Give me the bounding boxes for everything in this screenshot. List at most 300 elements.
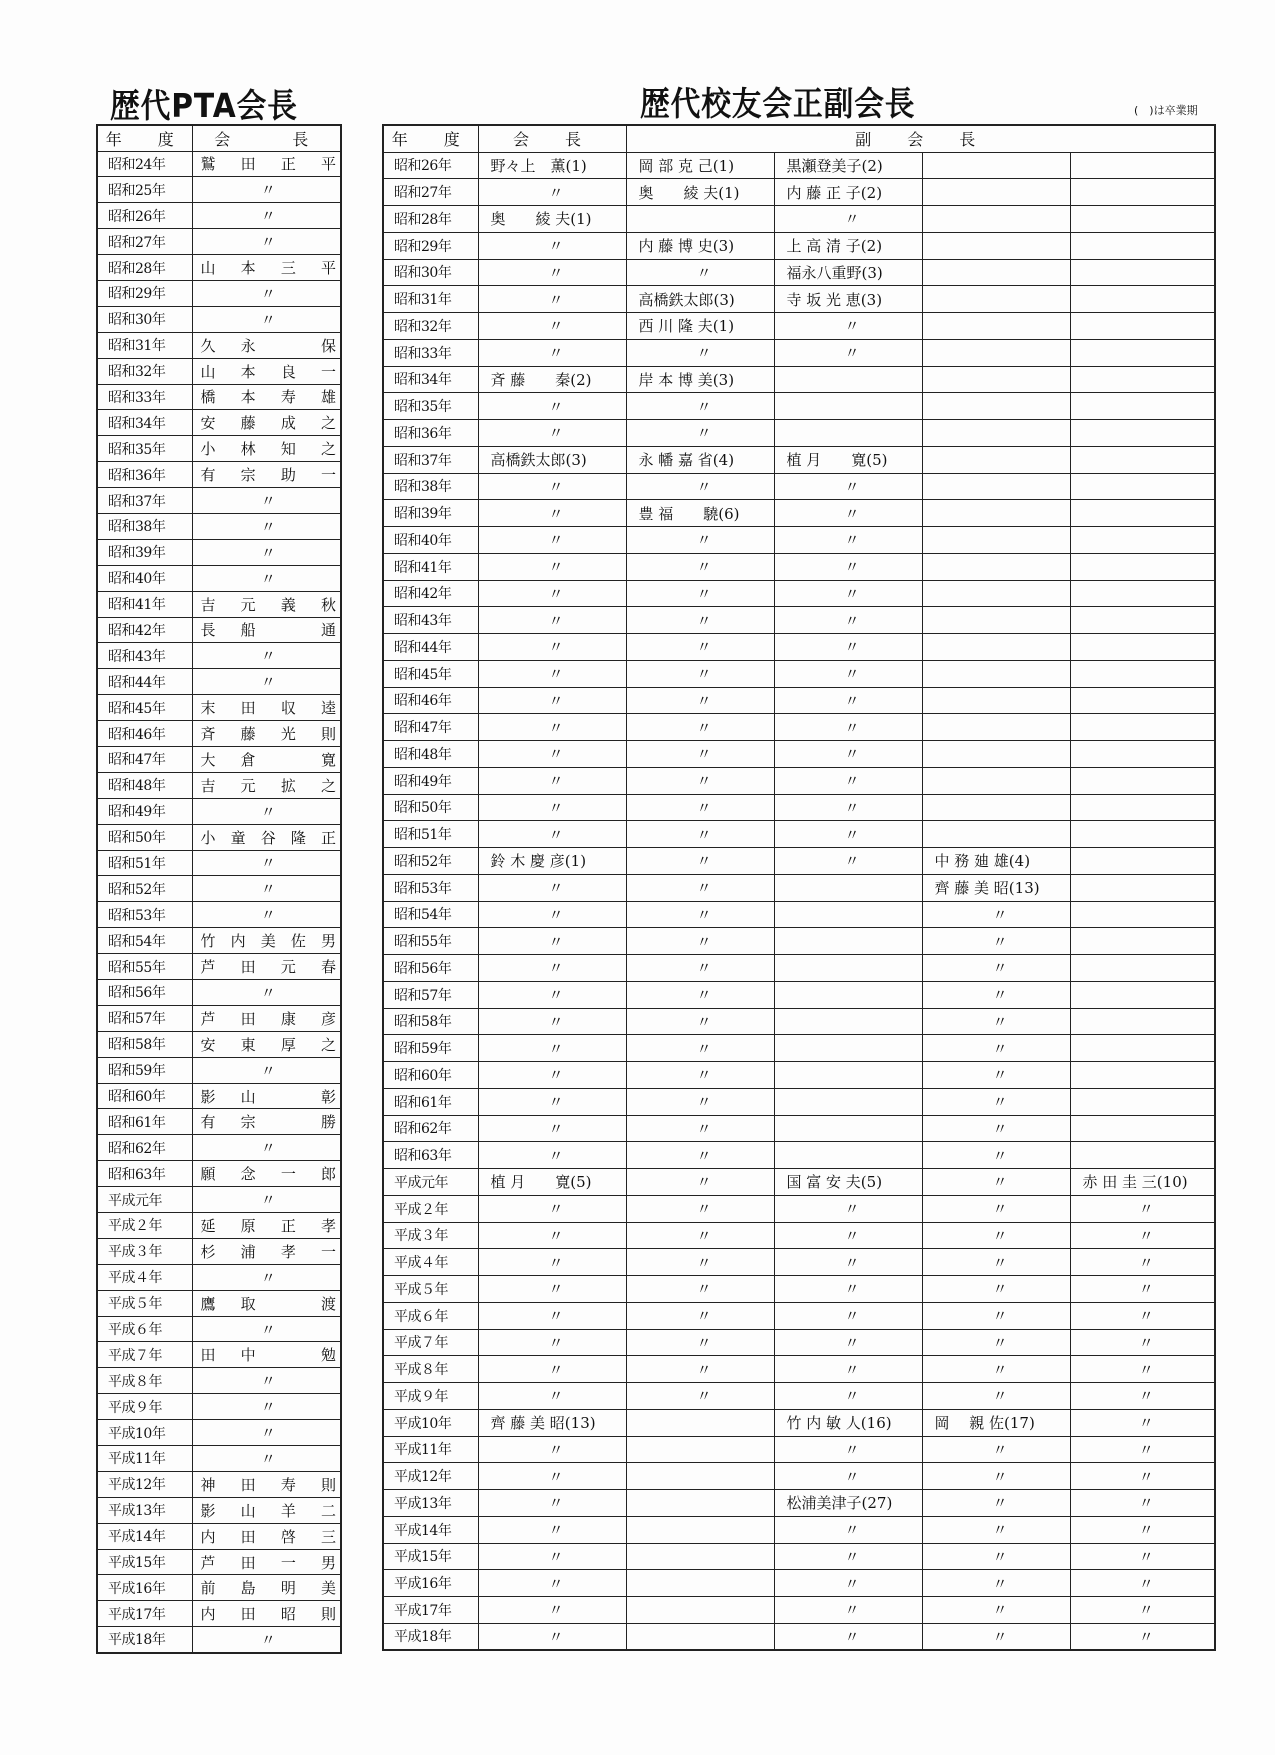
year-cell: 平成８年 [97, 1368, 192, 1394]
vice-president-cell-2 [774, 1088, 922, 1115]
president-cell: 〃 [478, 339, 626, 366]
table-row [97, 436, 341, 462]
president-cell: 山 本 三 平 [192, 255, 341, 281]
table-row [97, 384, 341, 410]
vice-president-cell-4: 〃 [1070, 1356, 1215, 1383]
table-row [97, 255, 341, 281]
president-cell: 〃 [192, 1627, 341, 1653]
table-row [383, 580, 1215, 607]
table-row [383, 1222, 1215, 1249]
vice-president-cell-4 [1070, 393, 1215, 420]
vice-president-cell-3 [922, 206, 1070, 233]
table-row [97, 721, 341, 747]
vice-president-cell-1 [626, 206, 774, 233]
vice-president-cell-4: 〃 [1070, 1570, 1215, 1597]
vice-president-cell-2 [774, 928, 922, 955]
year-cell: 平成８年 [383, 1356, 478, 1383]
table-row [97, 1161, 341, 1187]
vice-president-cell-3: 岡 親 佐(17) [922, 1409, 1070, 1436]
table-row [97, 643, 341, 669]
vice-president-cell-4 [1070, 660, 1215, 687]
president-cell: 〃 [478, 1490, 626, 1517]
president-cell: 〃 [478, 821, 626, 848]
year-cell: 平成２年 [97, 1213, 192, 1239]
president-cell: 〃 [192, 306, 341, 332]
vice-president-cell-1: 〃 [626, 1195, 774, 1222]
vice-president-cell-3: 〃 [922, 1088, 1070, 1115]
table-row [383, 1463, 1215, 1490]
year-cell: 昭和39年 [383, 500, 478, 527]
vice-president-cell-3 [922, 821, 1070, 848]
president-cell: 〃 [192, 1316, 341, 1342]
president-cell: 〃 [478, 1008, 626, 1035]
president-cell: 〃 [478, 1463, 626, 1490]
vice-president-cell-1: 〃 [626, 767, 774, 794]
year-cell: 昭和52年 [97, 876, 192, 902]
table-row [97, 488, 341, 514]
year-cell: 平成15年 [97, 1549, 192, 1575]
vice-president-cell-3 [922, 634, 1070, 661]
vice-president-cell-3: 〃 [922, 1222, 1070, 1249]
alumni-title: 歴代校友会正副会長 [640, 84, 916, 123]
vice-president-cell-3: 〃 [922, 1597, 1070, 1624]
vice-president-cell-2 [774, 1115, 922, 1142]
vice-president-cell-1: 〃 [626, 660, 774, 687]
vice-president-cell-1: 〃 [626, 1222, 774, 1249]
vice-president-cell-4: 〃 [1070, 1597, 1215, 1624]
table-row [383, 500, 1215, 527]
vice-president-cell-1 [626, 1543, 774, 1570]
year-cell: 昭和30年 [97, 306, 192, 332]
vice-president-cell-3: 〃 [922, 1169, 1070, 1196]
table-row [383, 179, 1215, 206]
vice-president-cell-1: 岡 部 克 己(1) [626, 152, 774, 179]
year-cell: 平成２年 [383, 1195, 478, 1222]
year-cell: 昭和40年 [97, 565, 192, 591]
year-cell: 昭和57年 [97, 1005, 192, 1031]
year-cell: 平成18年 [383, 1623, 478, 1650]
table-row [383, 1356, 1215, 1383]
year-cell: 昭和28年 [383, 206, 478, 233]
president-cell: 〃 [478, 500, 626, 527]
table-row [97, 1523, 341, 1549]
year-cell: 昭和26年 [383, 152, 478, 179]
year-cell: 昭和59年 [383, 1035, 478, 1062]
vice-president-cell-1: 〃 [626, 553, 774, 580]
vice-president-cell-1 [626, 1436, 774, 1463]
table-row [97, 928, 341, 954]
vice-president-cell-4: 〃 [1070, 1249, 1215, 1276]
president-cell: 高橋鉄太郎(3) [478, 446, 626, 473]
vice-president-cell-1 [626, 1623, 774, 1650]
vice-president-cell-2: 〃 [774, 313, 922, 340]
table-row [97, 539, 341, 565]
vice-president-cell-3 [922, 580, 1070, 607]
table-row [97, 1549, 341, 1575]
table-row [383, 1195, 1215, 1222]
table-row [97, 772, 341, 798]
year-cell: 昭和63年 [97, 1161, 192, 1187]
table-row [383, 446, 1215, 473]
vice-president-cell-3: 〃 [922, 1356, 1070, 1383]
table-row [383, 339, 1215, 366]
vice-president-cell-3: 〃 [922, 1302, 1070, 1329]
president-cell: 〃 [478, 473, 626, 500]
year-cell: 昭和44年 [97, 669, 192, 695]
vice-president-cell-2: 〃 [774, 473, 922, 500]
president-cell: 〃 [192, 902, 341, 928]
table-row [97, 1031, 341, 1057]
vice-president-cell-4 [1070, 901, 1215, 928]
vice-president-cell-2 [774, 1008, 922, 1035]
vice-president-cell-4 [1070, 767, 1215, 794]
table-row [383, 901, 1215, 928]
president-cell: 前 島 明 美 [192, 1575, 341, 1601]
vice-president-cell-1: 奥 綾 夫(1) [626, 179, 774, 206]
president-cell: 〃 [478, 179, 626, 206]
year-cell: 昭和57年 [383, 981, 478, 1008]
vice-president-cell-2: 〃 [774, 794, 922, 821]
president-cell: 〃 [478, 1088, 626, 1115]
table-row [97, 1497, 341, 1523]
table-row [383, 1142, 1215, 1169]
vice-president-cell-1: 岸 本 博 美(3) [626, 366, 774, 393]
president-cell: 久 永 保 [192, 332, 341, 358]
year-cell: 平成９年 [97, 1394, 192, 1420]
year-cell: 平成17年 [383, 1597, 478, 1624]
vice-president-cell-4 [1070, 232, 1215, 259]
president-cell: 〃 [478, 1436, 626, 1463]
year-cell: 昭和28年 [97, 255, 192, 281]
table-row [97, 1213, 341, 1239]
vice-president-cell-1: 〃 [626, 1142, 774, 1169]
president-cell: 吉 元 拡 之 [192, 772, 341, 798]
year-cell: 平成11年 [97, 1446, 192, 1472]
vice-president-cell-2 [774, 955, 922, 982]
vice-president-cell-4: 〃 [1070, 1623, 1215, 1650]
vice-president-cell-3 [922, 553, 1070, 580]
year-cell: 平成16年 [97, 1575, 192, 1601]
vice-president-cell-1: 〃 [626, 1008, 774, 1035]
president-cell: 〃 [478, 1302, 626, 1329]
vice-president-cell-1: 〃 [626, 714, 774, 741]
year-cell: 平成11年 [383, 1436, 478, 1463]
vice-president-cell-4 [1070, 874, 1215, 901]
president-cell: 〃 [478, 660, 626, 687]
table-row [97, 1446, 341, 1472]
table-row [383, 1276, 1215, 1303]
vice-president-cell-2 [774, 901, 922, 928]
table-row [97, 980, 341, 1006]
vice-president-cell-2 [774, 1035, 922, 1062]
table-row [383, 1597, 1215, 1624]
president-cell: 小 童 谷 隆 正 [192, 824, 341, 850]
vice-president-cell-3: 〃 [922, 1570, 1070, 1597]
table-row [383, 1088, 1215, 1115]
vice-president-cell-2: 〃 [774, 634, 922, 661]
year-cell: 昭和40年 [383, 527, 478, 554]
table-row [383, 1249, 1215, 1276]
year-cell: 平成10年 [97, 1420, 192, 1446]
table-row [383, 1490, 1215, 1517]
vice-president-cell-4: 赤 田 圭 三(10) [1070, 1169, 1215, 1196]
year-cell: 平成13年 [97, 1497, 192, 1523]
year-cell: 平成６年 [383, 1302, 478, 1329]
vice-president-cell-4: 〃 [1070, 1302, 1215, 1329]
vice-president-cell-4 [1070, 955, 1215, 982]
vice-president-cell-2: 〃 [774, 1195, 922, 1222]
year-cell: 昭和39年 [97, 539, 192, 565]
vice-president-cell-4 [1070, 1142, 1215, 1169]
table-row [383, 955, 1215, 982]
vice-president-cell-3 [922, 527, 1070, 554]
vice-president-cell-4 [1070, 634, 1215, 661]
header-year: 年 度 [97, 125, 192, 151]
table-row [97, 203, 341, 229]
table-row [383, 259, 1215, 286]
president-cell: 〃 [478, 901, 626, 928]
vice-president-cell-3 [922, 660, 1070, 687]
table-row [383, 660, 1215, 687]
year-cell: 平成元年 [97, 1187, 192, 1213]
vice-president-cell-1: 〃 [626, 1062, 774, 1089]
year-cell: 昭和31年 [97, 332, 192, 358]
year-cell: 昭和56年 [383, 955, 478, 982]
president-cell: 奥 綾 夫(1) [478, 206, 626, 233]
table-row [97, 1575, 341, 1601]
year-cell: 昭和42年 [97, 617, 192, 643]
vice-president-cell-2: 黒瀬登美子(2) [774, 152, 922, 179]
vice-president-cell-2 [774, 420, 922, 447]
year-cell: 昭和37年 [383, 446, 478, 473]
vice-president-cell-2: 内 藤 正 子(2) [774, 179, 922, 206]
vice-president-cell-1 [626, 1516, 774, 1543]
president-cell: 〃 [478, 1276, 626, 1303]
president-cell: 齊 藤 美 昭(13) [478, 1409, 626, 1436]
vice-president-cell-3 [922, 393, 1070, 420]
year-cell: 昭和49年 [97, 798, 192, 824]
vice-president-cell-4 [1070, 821, 1215, 848]
year-cell: 昭和58年 [97, 1031, 192, 1057]
table-row [383, 741, 1215, 768]
table-row [383, 1035, 1215, 1062]
table-row [97, 1057, 341, 1083]
president-cell: 〃 [478, 527, 626, 554]
table-row [383, 794, 1215, 821]
vice-president-cell-4 [1070, 446, 1215, 473]
table-row [97, 902, 341, 928]
graduation-note: ( )は卒業期 [1134, 104, 1198, 117]
president-cell: 内 田 昭 則 [192, 1601, 341, 1627]
year-cell: 昭和45年 [383, 660, 478, 687]
vice-president-cell-4 [1070, 794, 1215, 821]
president-cell: 鷲 田 正 平 [192, 151, 341, 177]
vice-president-cell-3: 〃 [922, 1142, 1070, 1169]
table-row [383, 1329, 1215, 1356]
year-cell: 平成18年 [97, 1627, 192, 1653]
vice-president-cell-2: 〃 [774, 206, 922, 233]
president-cell: 鷹 取 渡 [192, 1290, 341, 1316]
header-year: 年 度 [383, 125, 478, 152]
vice-president-cell-2: 〃 [774, 741, 922, 768]
table-row [97, 1601, 341, 1627]
president-cell: 〃 [478, 1543, 626, 1570]
table-row [97, 1238, 341, 1264]
table-row [97, 591, 341, 617]
vice-president-cell-4 [1070, 473, 1215, 500]
president-cell: 斉 藤 光 則 [192, 721, 341, 747]
table-row [383, 848, 1215, 875]
president-cell: 〃 [192, 565, 341, 591]
vice-president-cell-2 [774, 1142, 922, 1169]
vice-president-cell-4: 〃 [1070, 1329, 1215, 1356]
table-row [383, 1436, 1215, 1463]
year-cell: 昭和41年 [97, 591, 192, 617]
year-cell: 平成３年 [383, 1222, 478, 1249]
year-cell: 昭和45年 [97, 695, 192, 721]
year-cell: 平成12年 [97, 1471, 192, 1497]
table-row [383, 232, 1215, 259]
president-cell: 末 田 収 逵 [192, 695, 341, 721]
year-cell: 平成５年 [97, 1290, 192, 1316]
vice-president-cell-3: 〃 [922, 1035, 1070, 1062]
vice-president-cell-3 [922, 687, 1070, 714]
table-row [97, 954, 341, 980]
president-cell: 〃 [478, 1356, 626, 1383]
header-president: 会 長 [478, 125, 626, 152]
vice-president-cell-4: 〃 [1070, 1543, 1215, 1570]
table-row [383, 1008, 1215, 1035]
year-cell: 昭和34年 [383, 366, 478, 393]
table-row [97, 358, 341, 384]
president-cell: 〃 [478, 420, 626, 447]
table-row [97, 798, 341, 824]
year-cell: 平成６年 [97, 1316, 192, 1342]
president-cell: 〃 [478, 1623, 626, 1650]
year-cell: 昭和61年 [383, 1088, 478, 1115]
table-row [383, 1409, 1215, 1436]
year-cell: 昭和48年 [97, 772, 192, 798]
table-row [97, 513, 341, 539]
vice-president-cell-4 [1070, 339, 1215, 366]
vice-president-cell-3 [922, 607, 1070, 634]
vice-president-cell-2: 〃 [774, 1597, 922, 1624]
year-cell: 昭和54年 [383, 901, 478, 928]
year-cell: 平成13年 [383, 1490, 478, 1517]
president-cell: 〃 [192, 1264, 341, 1290]
table-row [97, 306, 341, 332]
year-cell: 昭和53年 [97, 902, 192, 928]
table-row [383, 527, 1215, 554]
year-cell: 昭和52年 [383, 848, 478, 875]
year-cell: 昭和37年 [97, 488, 192, 514]
header-president: 会 長 [192, 125, 341, 151]
year-cell: 昭和63年 [383, 1142, 478, 1169]
vice-president-cell-4: 〃 [1070, 1195, 1215, 1222]
vice-president-cell-3 [922, 339, 1070, 366]
vice-president-cell-4: 〃 [1070, 1409, 1215, 1436]
vice-president-cell-1: 永 幡 嘉 省(4) [626, 446, 774, 473]
president-cell: 野々上 薫(1) [478, 152, 626, 179]
vice-president-cell-1: 〃 [626, 1329, 774, 1356]
table-row [383, 553, 1215, 580]
vice-president-cell-3: 〃 [922, 981, 1070, 1008]
vice-president-cell-1 [626, 1463, 774, 1490]
table-row [97, 1394, 341, 1420]
president-cell: 田 中 勉 [192, 1342, 341, 1368]
president-cell: 有 宗 勝 [192, 1109, 341, 1135]
vice-president-cell-1: 〃 [626, 1276, 774, 1303]
vice-president-cell-4 [1070, 714, 1215, 741]
table-row [97, 280, 341, 306]
vice-president-cell-4: 〃 [1070, 1516, 1215, 1543]
vice-president-cell-2: 〃 [774, 1276, 922, 1303]
vice-president-cell-4 [1070, 848, 1215, 875]
vice-president-cell-4: 〃 [1070, 1383, 1215, 1410]
vice-president-cell-2: 〃 [774, 821, 922, 848]
table-row [97, 824, 341, 850]
table-row [383, 1302, 1215, 1329]
vice-president-cell-3 [922, 313, 1070, 340]
vice-president-cell-4: 〃 [1070, 1222, 1215, 1249]
president-cell: 吉 元 義 秋 [192, 591, 341, 617]
year-cell: 平成４年 [97, 1264, 192, 1290]
vice-president-cell-4: 〃 [1070, 1490, 1215, 1517]
president-cell: 〃 [478, 313, 626, 340]
year-cell: 昭和34年 [97, 410, 192, 436]
president-cell: 〃 [192, 177, 341, 203]
vice-president-cell-2: 竹 内 敏 人(16) [774, 1409, 922, 1436]
president-cell: 〃 [478, 928, 626, 955]
table-row [383, 1062, 1215, 1089]
year-cell: 昭和51年 [97, 850, 192, 876]
year-cell: 平成12年 [383, 1463, 478, 1490]
president-cell: 斉 藤 秦(2) [478, 366, 626, 393]
vice-president-cell-1: 〃 [626, 821, 774, 848]
vice-president-cell-2: 〃 [774, 687, 922, 714]
alumni-table-body [383, 152, 1215, 1650]
president-cell: 〃 [478, 767, 626, 794]
vice-president-cell-2 [774, 981, 922, 1008]
year-cell: 昭和50年 [383, 794, 478, 821]
vice-president-cell-3: 中 務 廸 雄(4) [922, 848, 1070, 875]
vice-president-cell-2 [774, 1062, 922, 1089]
vice-president-cell-3: 〃 [922, 1329, 1070, 1356]
table-row [97, 1109, 341, 1135]
table-header-row [97, 125, 341, 151]
vice-president-cell-3: 〃 [922, 1062, 1070, 1089]
president-cell: 〃 [478, 1570, 626, 1597]
year-cell: 平成17年 [97, 1601, 192, 1627]
vice-president-cell-1: 〃 [626, 874, 774, 901]
president-cell: 影 山 羊 二 [192, 1497, 341, 1523]
table-row [383, 1383, 1215, 1410]
vice-president-cell-1 [626, 1409, 774, 1436]
president-cell: 〃 [478, 1222, 626, 1249]
year-cell: 昭和49年 [383, 767, 478, 794]
president-cell: 〃 [192, 1420, 341, 1446]
vice-president-cell-2: 〃 [774, 1516, 922, 1543]
president-cell: 内 田 啓 三 [192, 1523, 341, 1549]
president-cell: 神 田 寿 則 [192, 1471, 341, 1497]
header-vice-president: 副 会 長 [626, 125, 1215, 152]
table-row [383, 767, 1215, 794]
vice-president-cell-4 [1070, 152, 1215, 179]
vice-president-cell-1: 〃 [626, 1169, 774, 1196]
year-cell: 昭和26年 [97, 203, 192, 229]
vice-president-cell-1: 〃 [626, 1383, 774, 1410]
president-cell: 安 東 厚 之 [192, 1031, 341, 1057]
